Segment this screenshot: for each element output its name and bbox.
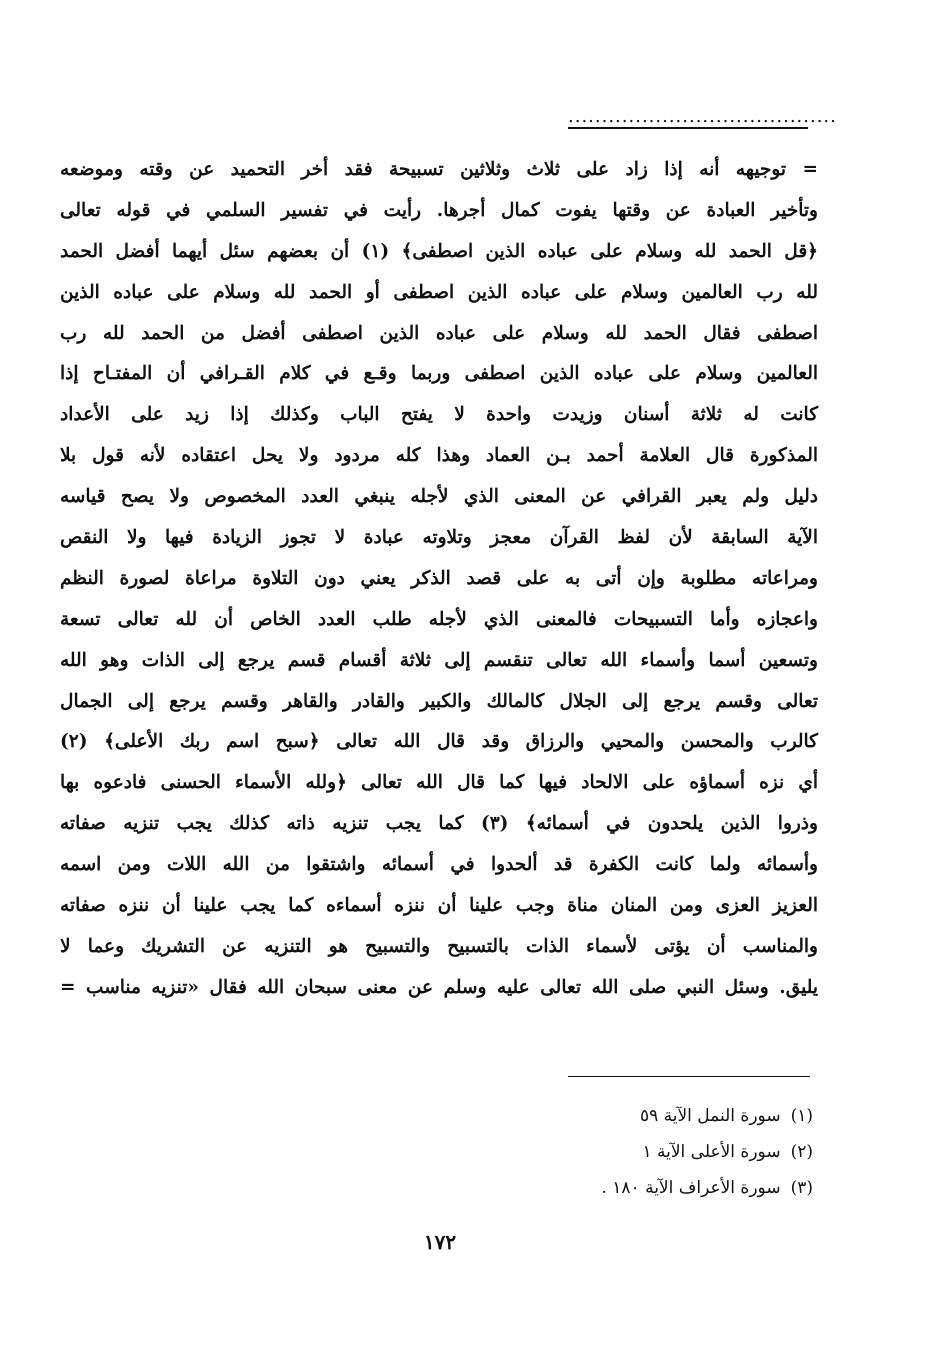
text-line: ومراعاته مطلوبة وإن أتى به على قصد الذكر يعني دون التلاوة مراعاة لصورة النظم — [60, 567, 818, 589]
text-line: لله رب العالمين وسلام على عباده الذين اصطفى أو الحمد لله وسلام على عباده الذين — [60, 281, 818, 303]
text-line: أي نزه أسماؤه على الالحاد فيها كما قال الله تعالى ﴿ولله الأسماء الحسنى فادعوه بها — [60, 772, 818, 794]
footnotes — [413, 1098, 813, 1206]
text-line: تعالى وقسم يرجع إلى الجلال كالمالك والكبير والقادر والقاهر وقسم يرجع إلى الجمال — [60, 690, 818, 712]
text-line: ﴿قل الحمد لله وسلام على عباده الذين اصطفى﴾ (١) أن بعضهم سئل أيهما أفضل الحمد — [60, 240, 818, 262]
footnote-text: سورة النمل الآية ٥٩ — [639, 1106, 781, 1126]
footnote-text: سورة الأعلى الآية ١ — [642, 1142, 781, 1162]
main-text — [60, 150, 818, 1009]
page-number: ١٧٢ — [423, 1230, 457, 1254]
text-line: يليق. وسئل النبي صلى الله تعالى عليه وسلم عن معنى سبحان الله فقال «تنزيه مناسب = — [60, 976, 818, 998]
text-line: دليل ولم يعبر القرافي عن المعنى الذي لأجله ينبغي العدد المخصوص ولا يصح قياسه — [60, 486, 818, 508]
text-line: العزيز العزى ومن المنان مناة وجب علينا أن ننزه أسماءه كما يجب علينا أن ننزه صفاته — [60, 895, 818, 917]
text-line: الآية السابقة لأن لفظ القرآن معجز وتلاوته عبادة لا تجوز الزيادة فيها ولا النقص — [60, 527, 818, 549]
text-line: العالمين وسلام على عباده الذين اصطفى وربما وقـع في كلام القـرافي أن المفتـاح إذا — [60, 363, 818, 385]
text-line: والمناسب أن يؤتى لأسماء الذات بالتسبيح والتسبيح هو التنزيه عن التشريك وعما لا — [60, 935, 818, 957]
text-line: كانت له ثلاثة أسنان وزيدت واحدة لا يفتح الباب وكذلك إذا زيد على الأعداد — [60, 404, 818, 426]
text-line: وتأخير العبادة عن وقتها يفوت كمال أجرها. رأيت في تفسير السلمي في قوله تعالى — [60, 199, 818, 221]
text-line: = توجيهه أنه إذا زاد على ثلاث وثلاثين تسبيحة فقد أخر التحميد عن وقته وموضعه — [60, 159, 819, 180]
footnote-number: (٢) — [790, 1142, 813, 1162]
footnote-number: (٣) — [790, 1178, 813, 1198]
header-rule — [568, 127, 808, 129]
text-line: كالرب والمحسن والمحيي والرزاق وقد قال الله تعالى ﴿سبح اسم ربك الأعلى﴾ (٢) — [60, 731, 818, 753]
footnote-number: (١) — [790, 1106, 813, 1126]
header-dotted-line: ........................................ — [568, 106, 837, 127]
text-line: وأسمائه ولما كانت الكفرة قد ألحدوا في أسمائه واشتقوا من الله اللات ومن اسمه — [60, 854, 818, 876]
text-line: اصطفى فقال الحمد لله وسلام على عباده الذين اصطفى أفضل من الحمد لله رب — [60, 322, 818, 344]
footnote-text: سورة الأعراف الآية ١٨٠ . — [601, 1178, 781, 1198]
footnote-rule — [568, 1076, 810, 1077]
footnote — [413, 1098, 813, 1134]
text-line: وذروا الذين يلحدون في أسمائه﴾ (٣) كما يجب تنزيه ذاته كذلك يجب تنزيه صفاته — [60, 813, 818, 835]
footnote — [413, 1170, 813, 1206]
text-line: المذكورة قال العلامة أحمد بـن العماد وهذا كله مردود ولا يحل اعتقاده لأنه قول بلا — [60, 445, 818, 467]
footnote — [413, 1134, 813, 1170]
text-line: وتسعين أسما وأسماء الله تعالى تنقسم إلى ثلاثة أقسام قسم يرجع إلى الذات وهو الله — [60, 649, 818, 671]
text-line: واعجازه وأما التسبيحات فالمعنى الذي لأجله طلب العدد الخاص أن لله تعالى تسعة — [60, 608, 818, 630]
